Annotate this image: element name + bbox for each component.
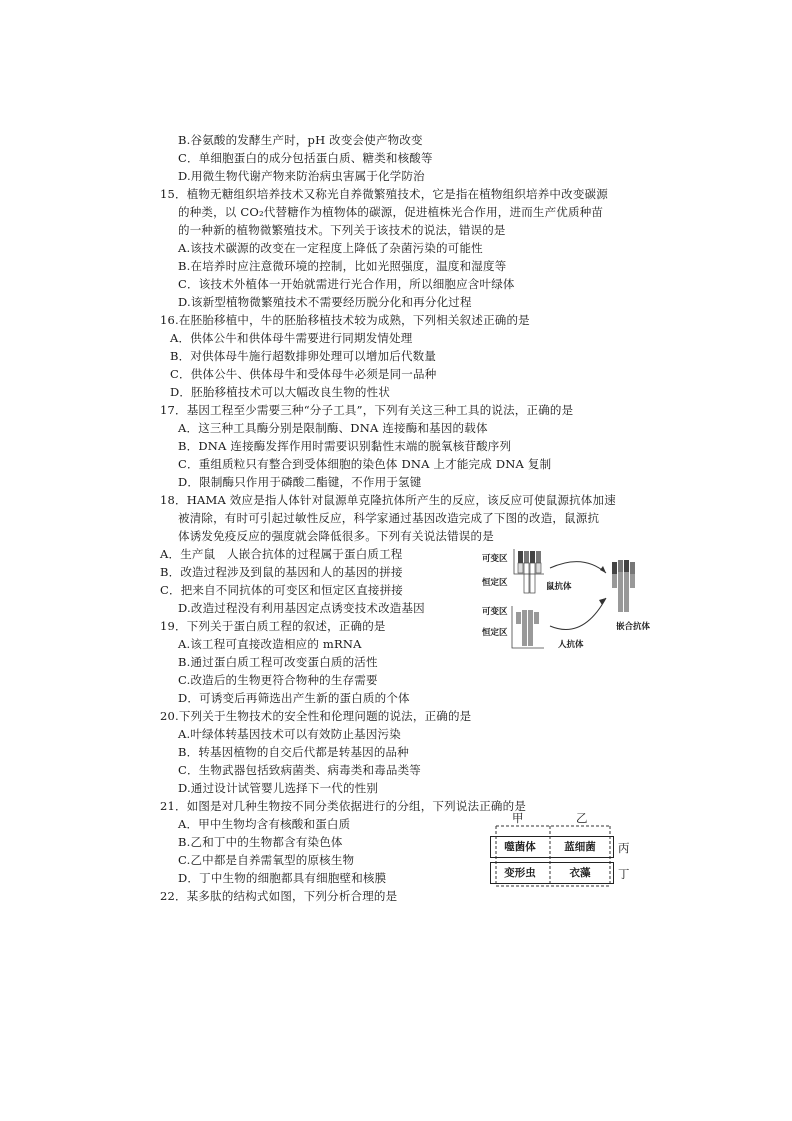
q15-stem-line1: 15．植物无糖组织培养技术又称光自养微繁殖技术，它是指在植物组织培养中改变碳源: [160, 187, 608, 201]
classification-diagram: [488, 810, 648, 892]
label-mouse-antibody: 鼠抗体: [546, 582, 572, 592]
q18-stem-line1: 18．HAMA 效应是指人体针对鼠源单克隆抗体所产生的反应，该反应可使鼠源抗体加速: [160, 493, 616, 507]
q21-option-d: D．丁中生物的细胞都具有细胞壁和核膜: [178, 871, 387, 885]
label-chimeric-antibody: 嵌合抗体: [616, 622, 651, 632]
q22-stem: 22．某多肽的结构式如图，下列分析合理的是: [160, 889, 398, 903]
cell-chlamydomonas: 衣藻: [569, 867, 591, 879]
label-constant-region-2: 恒定区: [482, 628, 508, 638]
q19-stem: 19．下列关于蛋白质工程的叙述，正确的是: [160, 619, 386, 633]
label-human-antibody: 人抗体: [558, 640, 584, 650]
q16-option-b: B．对供体母牛施行超数排卵处理可以增加后代数量: [170, 349, 437, 363]
q18-option-a: A．生产鼠 人嵌合抗体的过程属于蛋白质工程: [160, 547, 403, 561]
q21-stem: 21．如图是对几种生物按不同分类依据进行的分组，下列说法正确的是: [160, 799, 527, 813]
q19-option-c: C.改造后的生物更符合物种的生存需要: [178, 673, 378, 687]
cell-cyanobacteria: 蓝细菌: [564, 841, 596, 853]
antibody-diagram: [478, 548, 678, 656]
q17-option-d: D．限制酶只作用于磷酸二酯键，不作用于氢键: [178, 475, 422, 489]
label-bing: 丙: [618, 841, 630, 855]
q18-option-d: D.改造过程没有利用基因定点诱变技术改造基因: [178, 601, 425, 615]
cell-bacteriophage: 噬菌体: [504, 841, 536, 853]
label-jia: 甲: [512, 811, 524, 825]
q15-option-d: D.该新型植物微繁殖技术不需要经历脱分化和再分化过程: [178, 295, 472, 309]
q17-option-a: A．这三种工具酶分别是限制酶、DNA 连接酶和基因的载体: [178, 421, 488, 435]
q15-option-b: B.在培养时应注意微环境的控制，比如光照强度，温度和湿度等: [178, 259, 507, 273]
label-ding: 丁: [618, 867, 630, 881]
q14-option-d: D.用微生物代谢产物来防治病虫害属于化学防治: [178, 169, 425, 183]
antibody-drawing: [478, 548, 678, 656]
label-constant-region-1: 恒定区: [482, 578, 508, 588]
q21-option-a: A．甲中生物均含有核酸和蛋白质: [178, 817, 351, 831]
label-yi: 乙: [576, 811, 588, 825]
q15-option-c: C．该技术外植体一开始就需进行光合作用，所以细胞应含叶绿体: [178, 277, 515, 291]
q17-option-b: B．DNA 连接酶发挥作用时需要识别黏性末端的脱氧核苷酸序列: [178, 439, 512, 453]
q20-stem: 20.下列关于生物技术的安全性和伦理问题的说法，正确的是: [160, 709, 472, 723]
q15-option-a: A.该技术碳源的改变在一定程度上降低了杂菌污染的可能性: [178, 241, 483, 255]
q18-stem-line3: 体诱发免疫反应的强度就会降低很多。下列有关说法错误的是: [178, 529, 494, 543]
q16-option-a: A．供体公牛和供体母牛需要进行同期发情处理: [170, 331, 413, 345]
q15-stem-line3: 的一种新的植物微繁殖技术。下列关于该技术的说法，错误的是: [178, 223, 506, 237]
cell-amoeba: 变形虫: [504, 867, 536, 879]
q14-option-c: C．单细胞蛋白的成分包括蛋白质、糖类和核酸等: [178, 151, 433, 165]
q20-option-a: A.叶绿体转基因技术可以有效防止基因污染: [178, 727, 401, 741]
q20-option-c: C．生物武器包括致病菌类、病毒类和毒品类等: [178, 763, 421, 777]
label-variable-region-1: 可变区: [482, 554, 508, 564]
q18-stem-line2: 被清除，有时可引起过敏性反应，科学家通过基因改造完成了下图的改造，鼠源抗: [178, 511, 600, 525]
q16-stem: 16.在胚胎移植中，牛的胚胎移植技术较为成熟，下列相关叙述正确的是: [160, 313, 530, 327]
q18-option-b: B．改造过程涉及到鼠的基因和人的基因的拼接: [160, 565, 403, 579]
q17-option-c: C．重组质粒只有整合到受体细胞的染色体 DNA 上才能完成 DNA 复制: [178, 457, 552, 471]
q19-option-d: D．可诱变后再筛选出产生新的蛋白质的个体: [178, 691, 410, 705]
label-variable-region-2: 可变区: [482, 607, 508, 617]
q16-option-d: D．胚胎移植技术可以大幅改良生物的性状: [170, 385, 391, 399]
q21-option-b: B.乙和丁中的生物都含有染色体: [178, 835, 343, 849]
q19-option-b: B.通过蛋白质工程可改变蛋白质的活性: [178, 655, 378, 669]
q17-stem: 17．基因工程至少需要三种“分子工具”，下列有关这三种工具的说法，正确的是: [160, 403, 574, 417]
q18-option-c: C．把来自不同抗体的可变区和恒定区直接拼接: [160, 583, 403, 597]
q21-option-c: C.乙中都是自养需氧型的原核生物: [178, 853, 355, 867]
q16-option-c: C．供体公牛、供体母牛和受体母牛必须是同一品种: [170, 367, 437, 381]
q15-stem-line2: 的种类，以 CO₂代替糖作为植物体的碳源，促进植株光合作用，进而生产优质种苗: [178, 205, 604, 219]
q14-option-b: B.谷氨酸的发酵生产时，pH 改变会使产物改变: [178, 133, 423, 147]
q20-option-d: D.通过设计试管婴儿选择下一代的性别: [178, 781, 379, 795]
q20-option-b: B．转基因植物的自交后代都是转基因的品种: [178, 745, 409, 759]
q19-option-a: A.该工程可直接改造相应的 mRNA: [178, 637, 362, 651]
